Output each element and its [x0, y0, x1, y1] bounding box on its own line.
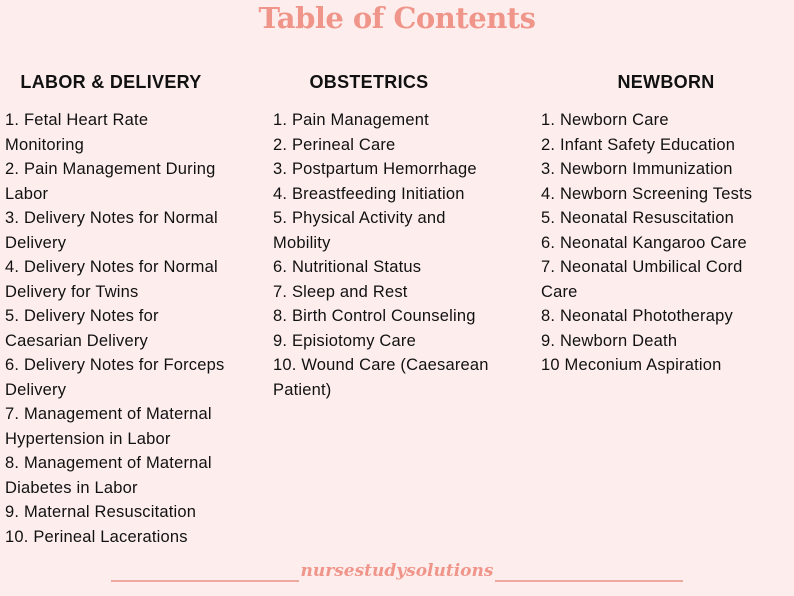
toc-item: 9. Maternal Resuscitation	[5, 503, 197, 521]
toc-item: 10 Meconium Aspiration	[541, 356, 722, 374]
toc-item: 7. Management of Maternal Hypertension in Labor	[5, 405, 212, 448]
toc-item: 1. Pain Management	[273, 111, 429, 129]
toc-item: 6. Nutritional Status	[273, 258, 422, 276]
toc-item: 9. Episiotomy Care	[273, 331, 416, 350]
toc-item: 7. Neonatal Umbilical Cord Care	[541, 258, 743, 301]
toc-item: 4. Delivery Notes for Normal Delivery for Twins	[5, 258, 218, 301]
toc-item: 4. Breastfeeding Initiation	[273, 184, 465, 203]
toc-item: 10. Perineal Lacerations	[5, 527, 188, 546]
toc-item: 8. Birth Control Counseling	[273, 307, 476, 325]
column-heading-labor-delivery: LABOR & DELIVERY	[20, 72, 202, 92]
toc-item: 5. Delivery Notes for Caesarian Delivery	[5, 307, 159, 350]
page-title: Table of Contents	[258, 1, 536, 35]
toc-item: 3. Postpartum Hemorrhage	[273, 160, 477, 178]
labor-delivery-list	[5, 108, 267, 549]
toc-item: 6. Delivery Notes for Forceps Delivery	[5, 356, 225, 399]
newborn-list	[541, 108, 791, 378]
obstetrics-list	[273, 108, 535, 402]
toc-item: 8. Neonatal Phototherapy	[541, 307, 733, 325]
footer-divider-left	[111, 580, 299, 582]
footer-divider-right	[495, 580, 683, 582]
toc-item: 7. Sleep and Rest	[273, 282, 408, 301]
toc-item: 2. Perineal Care	[273, 135, 396, 154]
column-heading-obstetrics: OBSTETRICS	[309, 72, 429, 92]
toc-item: 5. Physical Activity and Mobility	[273, 209, 446, 252]
toc-item: 3. Newborn Immunization	[541, 160, 733, 178]
toc-item: 3. Delivery Notes for Normal Delivery	[5, 209, 218, 252]
toc-item: 1. Newborn Care	[541, 111, 669, 129]
brand-logo: nursestudysolutions	[300, 561, 494, 581]
toc-item: 9. Newborn Death	[541, 331, 678, 350]
toc-item: 4. Newborn Screening Tests	[541, 184, 753, 203]
toc-item: 2. Pain Management During Labor	[5, 160, 216, 203]
toc-item: 1. Fetal Heart Rate Monitoring	[5, 111, 149, 154]
column-heading-newborn: NEWBORN	[617, 72, 715, 92]
toc-item: 2. Infant Safety Education	[541, 135, 736, 154]
toc-item: 6. Neonatal Kangaroo Care	[541, 233, 747, 252]
toc-item: 8. Management of Maternal Diabetes in Labor	[5, 454, 212, 497]
toc-item: 5. Neonatal Resuscitation	[541, 209, 735, 227]
toc-item: 10. Wound Care (Caesarean Patient)	[273, 356, 489, 399]
